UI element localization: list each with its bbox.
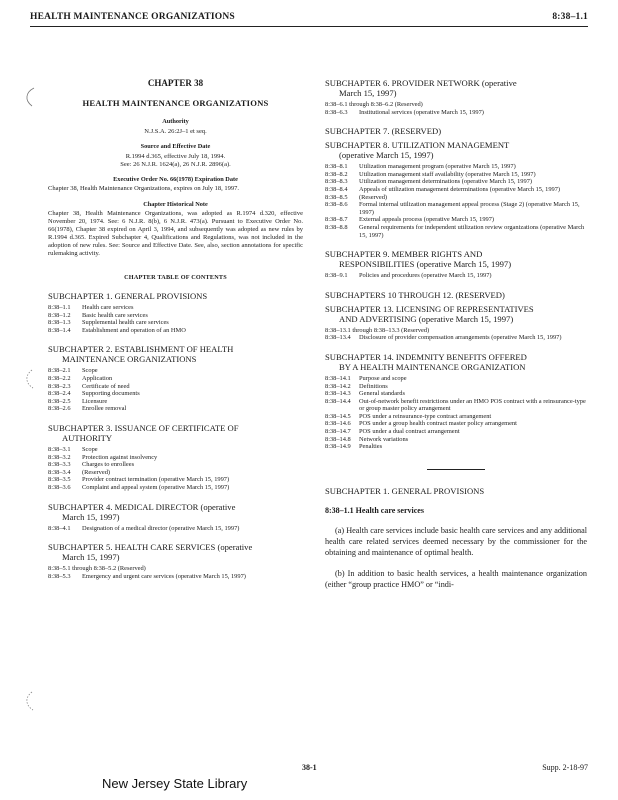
subchapter-heading: SUBCHAPTER 7. (RESERVED) bbox=[325, 126, 442, 137]
toc-entry: 8:38–8.8 General requirements for independent utilization review organizations (operative March 15, 1997) bbox=[325, 223, 585, 239]
toc-entry: 8:38–2.5 Licensure bbox=[48, 397, 108, 405]
subchapter-heading: SUBCHAPTER 14. INDEMNITY BENEFITS OFFERED BY A HEALTH MAINTENANCE ORGANIZATION bbox=[325, 351, 527, 372]
header-title: HEALTH MAINTENANCE ORGANIZATIONS bbox=[30, 12, 235, 22]
toc-entry: 8:38–14.2 Definitions bbox=[325, 382, 388, 390]
toc-entry: 8:38–9.1 Policies and procedures (operative March 15, 1997) bbox=[325, 272, 492, 280]
toc-list bbox=[48, 565, 303, 580]
toc-entry: 8:38–8.3 Utilization management determinations (operative March 15, 1997) bbox=[325, 178, 533, 186]
toc-entry: 8:38–14.7 POS under a dual contract arrangement bbox=[325, 428, 460, 436]
toc-entry: 8:38–1.2 Basic health care services bbox=[48, 311, 148, 319]
historical-note-text: Chapter 38, Health Maintenance Organizations, was adopted as R.1974 d.320, effective November 20, 1974. See: 6 N.J.R. 8(b), 6 N.J.R. 473(a). Pursuant to Executive Order No. 66(1978), Chapter 38 expired on April 3, 1994, and subsequently was adopted as new rules by R.1994 d.365. Expired Subchapter 4, Qualifications and Regulations, was not included in the adoption of new rules. See: Source and Effective Date. See, also, section annotations for specific rulemaking activity. bbox=[48, 210, 303, 257]
toc-entry: 8:38–2.6 Enrollee removal bbox=[48, 405, 127, 413]
toc-entry: 8:38–2.2 Application bbox=[48, 374, 113, 382]
toc-entry: 8:38–3.6 Complaint and appeal system (operative March 15, 1997) bbox=[48, 483, 230, 491]
section-title: 8:38–1.1 Health care services bbox=[325, 505, 424, 515]
toc-entry: 8:38–8.6 Formal internal utilization management appeal process (Stage 2) (operative March 15, 1997) bbox=[325, 201, 580, 216]
toc-entry: 8:38–13.1 through 8:38–13.3 (Reserved) bbox=[325, 326, 430, 334]
toc-list bbox=[48, 367, 303, 413]
toc-list bbox=[325, 163, 587, 239]
toc-entry: 8:38–6.1 through 8:38–6.2 (Reserved) bbox=[325, 101, 423, 108]
toc-entry: 8:38–8.4 Appeals of utilization management determinations (operative March 15, 1997) bbox=[325, 185, 561, 193]
toc-entry: 8:38–8.5 (Reserved) bbox=[325, 193, 388, 201]
toc-entry: 8:38–14.9 Penalties bbox=[325, 443, 383, 451]
subchapter-heading: SUBCHAPTER 13. LICENSING OF REPRESENTATIVES AND ADVERTISING (operative March 15, 1997) bbox=[325, 303, 534, 324]
toc-entry: 8:38–1.3 Supplemental health care services bbox=[48, 319, 169, 327]
toc-entry: 8:38–4.1 Designation of a medical director (operative March 15, 1997) bbox=[48, 524, 240, 532]
toc-entry: 8:38–13.4 Disclosure of provider compensation arrangements (operative March 15, 1997) bbox=[325, 334, 562, 342]
subchapter-heading: SUBCHAPTER 9. MEMBER RIGHTS AND RESPONSIBILITIES (operative March 15, 1997) bbox=[325, 249, 512, 270]
toc-entry: 8:38–3.1 Scope bbox=[48, 445, 98, 453]
subchapter-heading: SUBCHAPTER 1. GENERAL PROVISIONS bbox=[48, 291, 208, 301]
header-rule bbox=[30, 26, 588, 27]
toc-entry: 8:38–14.6 POS under a group health contract master policy arrangement bbox=[325, 420, 517, 428]
authority-text: N.J.S.A. 26:2J–1 et seq. bbox=[144, 128, 207, 135]
running-header bbox=[30, 12, 588, 22]
toc-entry: 8:38–3.4 (Reserved) bbox=[48, 468, 111, 476]
toc-entry: 8:38–8.1 Utilization management program (operative March 15, 1997) bbox=[325, 163, 516, 171]
executive-order-heading: Executive Order No. 66(1978) Expiration Date bbox=[113, 176, 238, 183]
toc-list bbox=[325, 272, 587, 280]
scan-margin-mark bbox=[22, 86, 36, 108]
scan-margin-mark bbox=[22, 690, 36, 712]
toc-entry: 8:38–6.3 Institutional services (operative March 15, 1997) bbox=[325, 108, 484, 116]
chapter-number: CHAPTER 38 bbox=[147, 78, 204, 88]
toc-entry: 8:38–3.2 Protection against insolvency bbox=[48, 453, 158, 461]
supplement-date: Supp. 2-18-97 bbox=[542, 763, 588, 772]
toc-list bbox=[48, 525, 303, 533]
right-column bbox=[325, 78, 587, 600]
subchapter-heading: SUBCHAPTER 2. ESTABLISHMENT OF HEALTH MAINTENANCE ORGANIZATIONS bbox=[48, 344, 234, 365]
toc-heading: CHAPTER TABLE OF CONTENTS bbox=[124, 274, 227, 281]
toc-entry: 8:38–14.1 Purpose and scope bbox=[325, 374, 407, 382]
page-number: 38-1 bbox=[302, 763, 317, 772]
toc-entry: 8:38–8.7 External appeals process (operative March 15, 1997) bbox=[325, 216, 495, 224]
toc-entry: 8:38–2.1 Scope bbox=[48, 367, 98, 375]
authority-heading: Authority bbox=[162, 118, 189, 125]
toc-list bbox=[48, 446, 303, 492]
toc-entry: 8:38–14.4 Out-of-network benefit restrictions under an HMO POS contract with a reinsurance-type or group master policy arrangement bbox=[325, 397, 586, 413]
toc-entry: 8:38–5.1 through 8:38–5.2 (Reserved) bbox=[48, 565, 146, 573]
subchapter-heading: SUBCHAPTER 3. ISSUANCE OF CERTIFICATE OF AUTHORITY bbox=[48, 422, 239, 443]
subchapter-heading: SUBCHAPTER 6. PROVIDER NETWORK (operative March 15, 1997) bbox=[325, 78, 517, 98]
body-paragraph: (b) In addition to basic health services, a health maintenance organization (either “group practice HMO” or “indi- bbox=[325, 568, 587, 589]
toc-entry: 8:38–3.5 Provider contract termination (operative March 15, 1997) bbox=[48, 476, 230, 484]
scan-margin-mark bbox=[22, 368, 36, 390]
toc-list bbox=[325, 327, 587, 342]
source-heading: Source and Effective Date bbox=[140, 143, 211, 150]
source-text: See: 26 N.J.R. 1624(a), 26 N.J.R. 2896(a). bbox=[120, 161, 231, 168]
historical-note-heading: Chapter Historical Note bbox=[143, 201, 208, 208]
toc-entry: 8:38–2.3 Certificate of need bbox=[48, 382, 130, 390]
subchapter-heading: SUBCHAPTER 8. UTILIZATION MANAGEMENT (operative March 15, 1997) bbox=[325, 140, 510, 161]
subchapter-heading: SUBCHAPTERS 10 THROUGH 12. (RESERVED) bbox=[325, 289, 505, 300]
toc-list bbox=[48, 304, 303, 334]
section-divider bbox=[427, 469, 485, 470]
chapter-title: HEALTH MAINTENANCE ORGANIZATIONS bbox=[82, 98, 269, 108]
subchapter-heading: SUBCHAPTER 4. MEDICAL DIRECTOR (operative March 15, 1997) bbox=[48, 501, 236, 522]
toc-entry: 8:38–1.1 Health care services bbox=[48, 304, 134, 311]
toc-entry: 8:38–1.4 Establishment and operation of an HMO bbox=[48, 326, 186, 334]
body-paragraph: (a) Health care services include basic health care services and any additional health care related services deemed necessary by the commissioner for the obtaining and maintenance of optimal health. bbox=[325, 525, 587, 557]
toc-entry: 8:38–2.4 Supporting documents bbox=[48, 390, 140, 398]
left-column bbox=[48, 78, 303, 580]
subchapter-heading: SUBCHAPTER 5. HEALTH CARE SERVICES (operative March 15, 1997) bbox=[48, 542, 253, 563]
library-stamp: New Jersey State Library bbox=[102, 776, 248, 791]
toc-list bbox=[325, 101, 587, 116]
toc-entry: 8:38–8.2 Utilization management staff availability (operative March 15, 1997) bbox=[325, 170, 536, 178]
header-section-number: 8:38–1.1 bbox=[552, 12, 588, 22]
toc-list bbox=[325, 375, 587, 451]
source-text: R.1994 d.365, effective July 18, 1994. bbox=[125, 153, 226, 160]
toc-entry: 8:38–5.3 Emergency and urgent care services (operative March 15, 1997) bbox=[48, 572, 246, 580]
toc-entry: 8:38–14.5 POS under a reinsurance-type contract arrangement bbox=[325, 412, 492, 420]
body-subchapter-heading: SUBCHAPTER 1. GENERAL PROVISIONS bbox=[325, 485, 485, 496]
toc-entry: 8:38–3.3 Charges to enrollees bbox=[48, 461, 135, 469]
toc-entry: 8:38–14.3 General standards bbox=[325, 390, 405, 398]
toc-entry: 8:38–14.8 Network variations bbox=[325, 435, 409, 443]
executive-order-text: Chapter 38, Health Maintenance Organizations, expires on July 18, 1997. bbox=[48, 185, 240, 192]
